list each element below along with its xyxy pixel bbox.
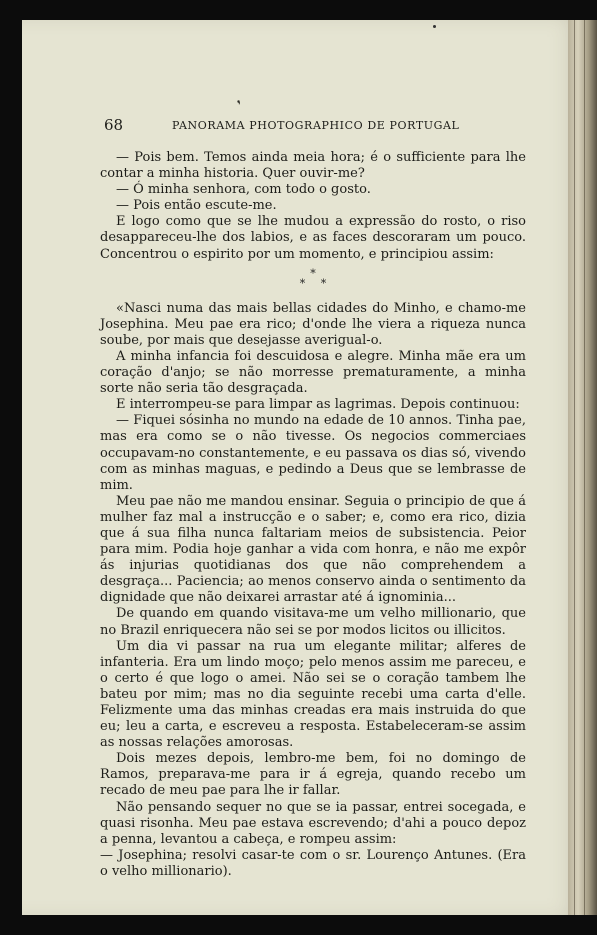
asterism-ornament <box>100 266 526 295</box>
running-head: PANORAMA PHOTOGRAPHICO DE PORTUGAL <box>172 119 460 132</box>
book-spine-edge <box>568 20 597 915</box>
paragraph: E interrompeu-se para limpar as lagrimas. Depois continuou: <box>116 397 520 413</box>
paragraph: E logo como que se lhe mudou a expressão do rosto, o riso desappareceu-lhe dos labios, e as faces descoraram um pouco. Concentrou o espirito por um momento, e principiou assim: <box>100 214 526 262</box>
paragraph: De quando em quando visitava-me um velho millionario, que no Brazil enriquecera não sei se por modos licitos ou illicitos. <box>100 606 526 638</box>
paragraph: «Nasci numa das mais bellas cidades do Minho, e chamo-me Josephina. Meu pae era rico; d'onde lhe viera a riqueza nunca soube, por mais que desejasse averigual-o. <box>100 300 526 348</box>
spine-line <box>584 20 585 915</box>
asterism-bottom: * * <box>299 276 333 290</box>
page-number: 68 <box>104 116 124 134</box>
spine-line <box>574 20 575 915</box>
book-page <box>22 20 582 915</box>
paragraph: Dois mezes depois, lembro-me bem, foi no domingo de Ramos, preparava-me para ir á egreja, quando recebo um recado de meu pae para lhe ir fallar. <box>100 751 526 799</box>
paragraph: — Josephina; resolvi casar-te com o sr. Lourenço Antunes. (Era o velho millionario). <box>100 847 526 879</box>
asterism-top: * <box>310 266 316 280</box>
paragraph: Não pensando sequer no que se ia passar, entrei socegada, e quasi risonha. Meu pae estava escrevendo; d'ahi a pouco depoz a penna, levantou a cabeça, e rompeu assim: <box>100 799 526 847</box>
page-header <box>104 116 524 136</box>
paragraph: — Pois então escute-me. <box>116 198 277 214</box>
paragraph: — Ó minha senhora, com todo o gosto. <box>116 182 371 198</box>
paragraph: — Pois bem. Temos ainda meia hora; é o sufficiente para lhe contar a minha historia. Quer ouvir-me? <box>100 150 526 182</box>
paragraph: A minha infancia foi descuidosa e alegre. Minha mãe era um coração d'anjo; se não morresse prematuramente, a minha sorte não seria tão desgraçada. <box>100 348 526 397</box>
ink-speck <box>433 25 436 28</box>
paragraph: Um dia vi passar na rua um elegante militar; alferes de infanteria. Era um lindo moço; pelo menos assim me pareceu, e o certo é que logo o amei. Não sei se o coração tambem lhe bateu por mim; mas no dia seguinte recebi uma carta d'elle. Felizmente uma das minhas creadas era mais instruida do que eu; leu a carta, e escreveu a resposta. Estabeleceram-se assim as nossas relações amorosas. <box>100 638 526 751</box>
body-text <box>100 150 526 880</box>
paragraph: — Fiquei sósinha no mundo na edade de 10 annos. Tinha pae, mas era como se o não tivesse. Os negocios commerciaes occupavam-no constantemente, e eu passava os dias só, vivendo com as minhas maguas, e pedindo a Deus que se lembrasse de mim. <box>100 413 526 493</box>
paragraph: Meu pae não me mandou ensinar. Seguia o principio de que á mulher faz mal a instrucção e o saber; e, como era rico, dizia que á sua filha nunca faltariam meios de subsistencia. Peior para mim. Podia hoje ganhar a vida com honra, e não me expôr ás injurias quotidianas dos que não comprehendem a desgraça... Paciencia; ao menos conservo ainda o sentimento da dignidade que não deixarei arrastar até á ignominia... <box>100 493 526 606</box>
ink-mark: ❜ <box>235 97 245 113</box>
